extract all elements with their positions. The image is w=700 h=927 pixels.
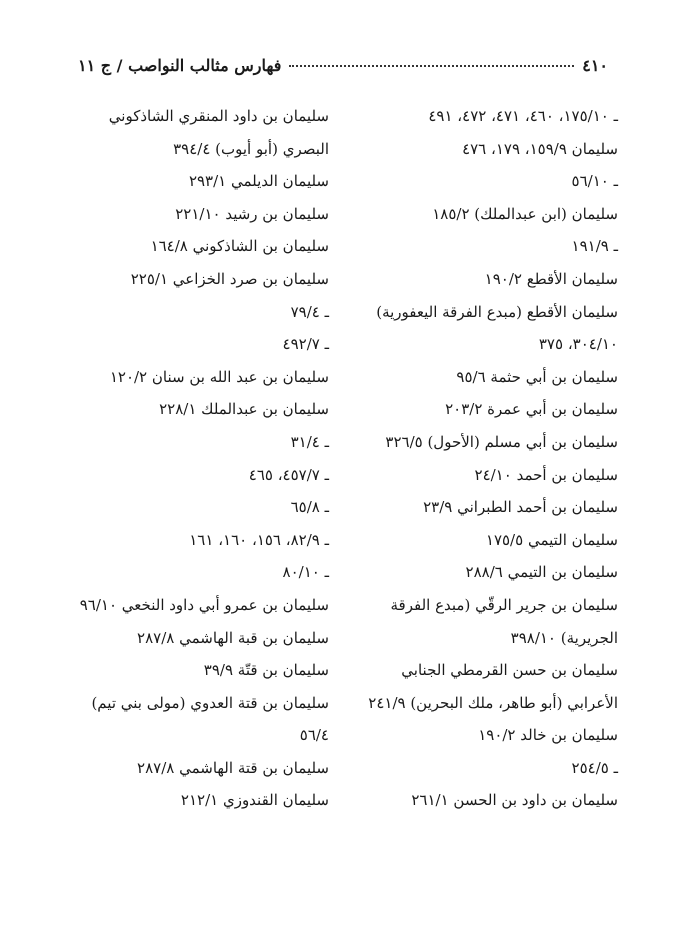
index-entry: سليمان بن داود بن الحسن ٢٦١/١: [411, 791, 618, 810]
index-entry: سليمان بن أحمد الطبراني ٢٣/٩: [423, 498, 618, 517]
index-entry: ـ ٧٩/٤: [290, 302, 329, 321]
index-entry: ـ ٨٢/٩، ١٥٦، ١٦٠، ١٦١: [189, 530, 329, 549]
index-entry: ـ ٤٥٧/٧، ٤٦٥: [248, 465, 329, 484]
index-entry: سليمان بن خالد ١٩٠/٢: [478, 726, 618, 745]
index-entry: سليمان الأقطع ١٩٠/٢: [484, 269, 618, 288]
index-entry: سليمان القندوزي ٢١٢/١: [180, 791, 329, 810]
left-column: [68, 100, 329, 817]
index-entry: سليمان بن حسن القرمطي الجنابي: [401, 661, 618, 680]
index-entry: الجريرية) ٣٩٨/١٠: [510, 628, 618, 647]
index-entry: سليمان بن عبد الله بن سنان ١٢٠/٢: [109, 367, 329, 386]
index-entry: سليمان بن صرد الخزاعي ٢٢٥/١: [130, 269, 329, 288]
index-entry: سليمان بن أبي حثمة ٩٥/٦: [456, 367, 618, 386]
index-entry: سليمان التيمي ١٧٥/٥: [485, 530, 618, 549]
index-entry: سليمان بن أبي مسلم (الأحول) ٣٢٦/٥: [385, 432, 618, 451]
dotted-leader: [289, 65, 574, 67]
index-entry: سليمان بن التيمي ٢٨٨/٦: [465, 563, 618, 582]
index-entry: ـ ١٩١/٩: [571, 237, 618, 256]
index-entry: سليمان بن داود المنقري الشاذكوني: [108, 107, 329, 125]
index-entry: ـ ٦٥/٨: [290, 498, 329, 517]
index-entry: ـ ٨٠/١٠: [282, 563, 329, 582]
index-entry: سليمان بن قتة الهاشمي ٢٨٧/٨: [137, 758, 329, 777]
running-title: فهارس مثالب النواصب / ج ١١: [78, 56, 282, 75]
index-entry: سليمان ١٥٩/٩، ١٧٩، ٤٧٦: [462, 139, 618, 158]
index-entry: سليمان بن رشيد ٢٢١/١٠: [175, 204, 329, 223]
index-entry: ـ ٣١/٤: [290, 432, 329, 451]
index-entry: سليمان الأقطع (مبدع الفرقة اليعفورية): [376, 302, 618, 321]
index-entry: ـ ٤٩٢/٧: [282, 335, 329, 354]
right-column: [357, 100, 618, 817]
index-entry: سليمان بن أبي عمرة ٢٠٣/٢: [445, 400, 618, 419]
index-columns: [68, 100, 618, 817]
index-entry: سليمان بن عمرو أبي داود النخعي ٩٦/١٠: [79, 595, 329, 614]
index-entry: سليمان بن أحمد ٢٤/١٠: [474, 465, 618, 484]
index-entry: ـ ١٧٥/١٠، ٤٦٠، ٤٧١، ٤٧٢، ٤٩١: [428, 107, 618, 125]
index-entry: ٥٦/٤: [299, 726, 329, 745]
index-entry: سليمان الديلمي ٢٩٣/١: [188, 172, 329, 191]
index-entry: الأعرابي (أبو طاهر، ملك البحرين) ٢٤١/٩: [368, 693, 618, 712]
index-entry: سليمان بن قتّة ٣٩/٩: [203, 661, 329, 680]
index-entry: سليمان بن قتة العدوي (مولى بني تيم): [91, 693, 329, 712]
index-entry: سليمان بن عبدالملك ٢٢٨/١: [159, 400, 329, 419]
page-header: [78, 56, 608, 82]
index-entry: سليمان بن جرير الرقّي (مبدع الفرقة: [390, 595, 618, 614]
index-entry: البصري (أبو أيوب) ٣٩٤/٤: [173, 139, 329, 158]
index-entry: ـ ٥٦/١٠: [571, 172, 618, 191]
index-entry: سليمان بن قبة الهاشمي ٢٨٧/٨: [137, 628, 329, 647]
index-entry: ـ ٢٥٤/٥: [571, 758, 618, 777]
index-entry: ٣٠٤/١٠، ٣٧٥: [538, 335, 618, 354]
index-entry: سليمان (ابن عبدالملك) ١٨٥/٢: [432, 204, 618, 223]
index-entry: سليمان بن الشاذكوني ١٦٤/٨: [150, 237, 329, 256]
page-number: ٤١٠: [582, 56, 608, 75]
